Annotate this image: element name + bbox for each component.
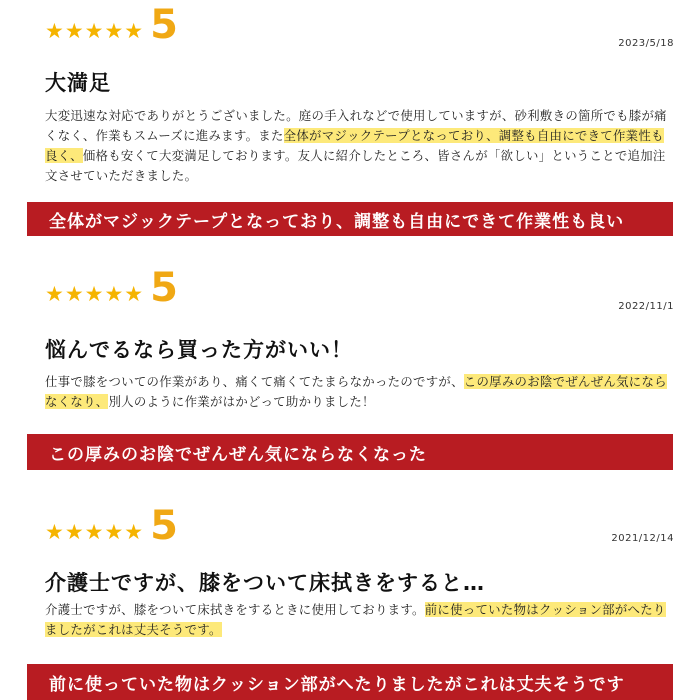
- review-title: 大満足: [45, 71, 111, 95]
- rating: [45, 265, 178, 311]
- summary-banner: 前に使っていた物はクッション部がへたりましたがこれは丈夫そうです: [27, 664, 673, 700]
- rating-score: 5: [150, 503, 178, 549]
- summary-banner: 全体がマジックテープとなっており、調整も自由にできて作業性も良い: [27, 202, 673, 236]
- star-icon: ★★★★★: [45, 19, 145, 43]
- review-body: 仕事で膝をついての作業があり、痛くて痛くてたまらなかったのですが、この厚みのお陰でぜんぜん気にならなくなり、別人のように作業がはかどって助かりました！: [45, 374, 667, 409]
- review-date: 2023/5/18: [618, 38, 674, 49]
- rating: [45, 503, 178, 549]
- star-icon: ★★★★★: [45, 520, 145, 544]
- review-date: 2022/11/1: [618, 301, 674, 312]
- highlight: この厚みのお陰でぜんぜん気にならなくなり、: [45, 374, 667, 409]
- review-date: 2021/12/14: [611, 533, 674, 544]
- rating: [45, 2, 178, 48]
- highlight: 全体がマジックテープとなっており、調整も自由にできて作業性も良く、: [45, 128, 664, 163]
- star-icon: ★★★★★: [45, 282, 145, 306]
- review-body: 大変迅速な対応でありがとうございました。庭の手入れなどで使用していますが、砂利敷きの箇所でも膝が痛くなく、作業もスムーズに進みます。また全体がマジックテープとなっており、調整も自由にできて作業性も良く、価格も安くて大変満足しております。友人に紹介したところ、皆さんが「欲しい」ということで追加注文させていただきました。: [45, 108, 667, 183]
- rating-score: 5: [150, 265, 178, 311]
- summary-banner: この厚みのお陰でぜんぜん気にならなくなった: [27, 434, 673, 470]
- review-body: 介護士ですが、膝をついて床拭きをするときに使用しております。前に使っていた物はクッション部がへたりましたがこれは丈夫そうです。: [45, 602, 666, 637]
- review-title: 介護士ですが、膝をついて床拭きをすると…: [45, 571, 485, 595]
- highlight: 前に使っていた物はクッション部がへたりましたがこれは丈夫そうです。: [45, 602, 666, 637]
- review-title: 悩んでるなら買った方がいい！: [45, 338, 353, 362]
- rating-score: 5: [150, 2, 178, 48]
